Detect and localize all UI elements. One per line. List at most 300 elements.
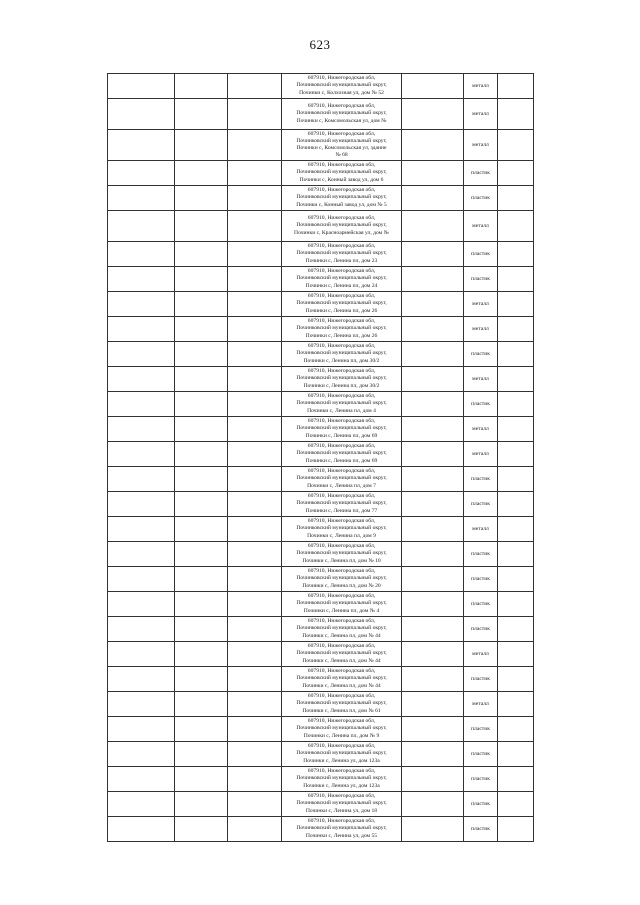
empty-cell	[175, 592, 228, 617]
table-row	[108, 442, 534, 467]
material-label: металл	[472, 526, 489, 532]
empty-cell	[108, 74, 175, 99]
empty-cell	[498, 717, 534, 742]
empty-cell	[108, 792, 175, 817]
empty-cell	[402, 367, 464, 392]
address-line: 607910, Нижегородская обл,	[307, 130, 376, 137]
address-cell	[282, 517, 402, 542]
address-line: Починки с, Ленина пл, дом 9	[307, 532, 376, 539]
empty-cell	[402, 567, 464, 592]
address-line: 607910, Нижегородская обл,	[307, 518, 376, 525]
material-label: пластик	[471, 776, 490, 782]
empty-cell	[228, 161, 282, 186]
empty-cell	[108, 417, 175, 442]
address-line: 607910, Нижегородская обл,	[307, 393, 376, 400]
address-cell	[282, 317, 402, 342]
empty-cell	[498, 161, 534, 186]
address-line: 607910, Нижегородская обл,	[307, 618, 376, 625]
empty-cell	[402, 99, 464, 130]
empty-cell	[498, 417, 534, 442]
address-cell	[282, 211, 402, 242]
address-line: Починки с, Красноармейская ул, дом №	[294, 229, 389, 236]
address-line: Починки с, Комсомольская ул, здание	[296, 145, 387, 151]
empty-cell	[402, 417, 464, 442]
address-line: Починки с, Ленина пл, дом № 61	[302, 707, 381, 714]
empty-cell	[498, 130, 534, 161]
table-row	[108, 817, 534, 842]
empty-cell	[175, 242, 228, 267]
material-label: пластик	[471, 726, 490, 732]
material-cell	[464, 242, 498, 267]
table-row	[108, 742, 534, 767]
table-row	[108, 642, 534, 667]
address-cell	[282, 567, 402, 592]
empty-cell	[498, 367, 534, 392]
empty-cell	[498, 267, 534, 292]
table-row	[108, 617, 534, 642]
address-line: Починки с, Ленина пл, дом № 9	[303, 732, 380, 739]
empty-cell	[228, 242, 282, 267]
empty-cell	[108, 492, 175, 517]
empty-cell	[228, 717, 282, 742]
address-line: Починковский муниципальный округ,	[296, 525, 387, 532]
address-line: 607910, Нижегородская обл,	[307, 343, 376, 350]
empty-cell	[228, 542, 282, 567]
empty-cell	[228, 467, 282, 492]
address-line: 607910, Нижегородская обл,	[307, 268, 376, 275]
table-row	[108, 211, 534, 242]
address-line: Починковский муниципальный округ,	[296, 137, 387, 144]
empty-cell	[175, 617, 228, 642]
empty-cell	[228, 442, 282, 467]
address-line: 607910, Нижегородская обл,	[307, 468, 376, 475]
address-line: 607910, Нижегородская обл,	[307, 368, 376, 375]
table-row	[108, 99, 534, 130]
empty-cell	[228, 492, 282, 517]
empty-cell	[402, 617, 464, 642]
empty-cell	[402, 267, 464, 292]
empty-cell	[498, 617, 534, 642]
address-cell	[282, 642, 402, 667]
empty-cell	[108, 642, 175, 667]
table-row	[108, 130, 534, 161]
empty-cell	[108, 342, 175, 367]
empty-cell	[175, 567, 228, 592]
empty-cell	[175, 130, 228, 161]
address-line: Починковский муниципальный округ,	[296, 600, 387, 607]
empty-cell	[228, 792, 282, 817]
material-cell	[464, 292, 498, 317]
material-label: пластик	[471, 401, 490, 407]
address-line: 607910, Нижегородская обл,	[307, 293, 376, 300]
address-line: Починки с, Ленина ул, дом 18	[305, 807, 378, 814]
material-cell	[464, 317, 498, 342]
address-line: Починковский муниципальный округ,	[296, 825, 387, 832]
empty-cell	[175, 542, 228, 567]
table-row	[108, 517, 534, 542]
empty-cell	[498, 242, 534, 267]
material-cell	[464, 161, 498, 186]
empty-cell	[108, 767, 175, 792]
address-line: Починковский муниципальный округ,	[296, 475, 387, 482]
registry-table	[107, 73, 534, 842]
empty-cell	[402, 767, 464, 792]
address-line: 607910, Нижегородская обл,	[307, 187, 376, 194]
material-label: металл	[472, 701, 489, 707]
empty-cell	[498, 567, 534, 592]
material-label: пластик	[471, 801, 490, 807]
empty-cell	[402, 642, 464, 667]
address-line: Починковский муниципальный округ,	[296, 375, 387, 382]
empty-cell	[498, 342, 534, 367]
empty-cell	[108, 211, 175, 242]
address-cell	[282, 817, 402, 842]
table-row	[108, 792, 534, 817]
empty-cell	[498, 642, 534, 667]
address-line: Починки с, Ленина пл, дом 69	[305, 432, 378, 439]
empty-cell	[175, 442, 228, 467]
empty-cell	[108, 592, 175, 617]
address-cell	[282, 492, 402, 517]
table-row	[108, 161, 534, 186]
material-cell	[464, 717, 498, 742]
material-label: металл	[472, 451, 489, 457]
empty-cell	[228, 517, 282, 542]
empty-cell	[498, 186, 534, 211]
material-label: металл	[472, 426, 489, 432]
empty-cell	[175, 367, 228, 392]
address-line: Починки с, Ленина пл, дом 69	[305, 457, 378, 464]
address-cell	[282, 717, 402, 742]
material-label: пластик	[471, 751, 490, 757]
empty-cell	[228, 642, 282, 667]
material-cell	[464, 792, 498, 817]
address-cell	[282, 267, 402, 292]
empty-cell	[228, 367, 282, 392]
material-label: пластик	[471, 601, 490, 607]
address-cell	[282, 592, 402, 617]
empty-cell	[402, 186, 464, 211]
address-line: Починковский муниципальный округ,	[296, 194, 387, 201]
material-cell	[464, 467, 498, 492]
empty-cell	[228, 99, 282, 130]
material-label: пластик	[471, 576, 490, 582]
material-cell	[464, 186, 498, 211]
material-label: металл	[472, 376, 489, 382]
empty-cell	[228, 767, 282, 792]
empty-cell	[402, 392, 464, 417]
address-line: Починки с, Ленина пл, дом 26	[305, 332, 378, 339]
address-line: Починковский муниципальный округ,	[296, 450, 387, 457]
material-cell	[464, 492, 498, 517]
empty-cell	[175, 267, 228, 292]
material-cell	[464, 130, 498, 161]
empty-cell	[228, 592, 282, 617]
material-cell	[464, 517, 498, 542]
empty-cell	[402, 467, 464, 492]
empty-cell	[175, 211, 228, 242]
empty-cell	[228, 742, 282, 767]
empty-cell	[498, 292, 534, 317]
empty-cell	[402, 161, 464, 186]
address-line: Починковский муниципальный округ,	[296, 300, 387, 307]
empty-cell	[108, 442, 175, 467]
address-line: Починковский муниципальный округ,	[296, 82, 387, 89]
address-cell	[282, 742, 402, 767]
address-line: Починковский муниципальный округ,	[296, 222, 387, 229]
table-row	[108, 692, 534, 717]
material-cell	[464, 442, 498, 467]
empty-cell	[228, 617, 282, 642]
empty-cell	[498, 792, 534, 817]
address-line: 607910, Нижегородская обл,	[307, 668, 376, 675]
empty-cell	[498, 692, 534, 717]
empty-cell	[402, 667, 464, 692]
address-line: Починковский муниципальный округ,	[296, 169, 387, 176]
empty-cell	[498, 742, 534, 767]
address-cell	[282, 367, 402, 392]
empty-cell	[498, 467, 534, 492]
address-line: Починки с, Ленина пл, дом 24	[305, 282, 378, 289]
empty-cell	[402, 211, 464, 242]
page-number: 623	[309, 37, 331, 52]
material-label: пластик	[471, 170, 490, 176]
empty-cell	[228, 692, 282, 717]
table-row	[108, 342, 534, 367]
empty-cell	[108, 392, 175, 417]
empty-cell	[402, 692, 464, 717]
address-line: Починки с, Ленина пл, дом № 4	[303, 607, 380, 614]
empty-cell	[175, 792, 228, 817]
address-line: Починковский муниципальный округ,	[296, 750, 387, 757]
empty-cell	[498, 767, 534, 792]
material-label: пластик	[471, 676, 490, 682]
address-line: 607910, Нижегородская обл,	[307, 793, 376, 800]
empty-cell	[175, 742, 228, 767]
empty-cell	[175, 342, 228, 367]
address-cell	[282, 186, 402, 211]
address-line: Починковский муниципальный округ,	[296, 400, 387, 407]
address-line: 607910, Нижегородская обл,	[307, 215, 376, 222]
address-line: 607910, Нижегородская обл,	[307, 318, 376, 325]
empty-cell	[108, 817, 175, 842]
empty-cell	[175, 517, 228, 542]
empty-cell	[402, 742, 464, 767]
table-row	[108, 592, 534, 617]
empty-cell	[175, 767, 228, 792]
address-cell	[282, 392, 402, 417]
address-cell	[282, 292, 402, 317]
address-line: Починки с, Ленина ул, дом 55	[305, 832, 378, 839]
empty-cell	[108, 161, 175, 186]
empty-cell	[175, 99, 228, 130]
empty-cell	[175, 667, 228, 692]
address-line: Починки с, Ленина пл, дом № 10	[302, 557, 381, 564]
address-cell	[282, 692, 402, 717]
empty-cell	[402, 492, 464, 517]
empty-cell	[228, 267, 282, 292]
material-label: металл	[472, 142, 489, 148]
address-cell	[282, 542, 402, 567]
empty-cell	[228, 130, 282, 161]
address-cell	[282, 130, 402, 161]
address-line: 607910, Нижегородская обл,	[307, 568, 376, 575]
empty-cell	[402, 292, 464, 317]
material-label: пластик	[471, 195, 490, 201]
empty-cell	[175, 292, 228, 317]
material-cell	[464, 817, 498, 842]
address-line: Починковский муниципальный округ,	[296, 275, 387, 282]
material-cell	[464, 742, 498, 767]
material-cell	[464, 74, 498, 99]
empty-cell	[108, 717, 175, 742]
empty-cell	[228, 567, 282, 592]
empty-cell	[108, 99, 175, 130]
empty-cell	[175, 467, 228, 492]
table-row	[108, 667, 534, 692]
empty-cell	[228, 211, 282, 242]
address-line: Починки с, Колхозная ул, дом № 52	[299, 89, 384, 96]
address-line: Починки с, Ленина пл, дом № 44	[302, 657, 381, 664]
empty-cell	[498, 99, 534, 130]
material-label: пластик	[471, 626, 490, 632]
address-line: Починки с, Ленина пл, дом № 44	[302, 632, 381, 639]
address-cell	[282, 74, 402, 99]
address-line: 607910, Нижегородская обл,	[307, 103, 376, 110]
address-line: Починковский муниципальный округ,	[296, 625, 387, 632]
address-line: 607910, Нижегородская обл,	[307, 418, 376, 425]
empty-cell	[108, 692, 175, 717]
address-cell	[282, 417, 402, 442]
empty-cell	[108, 667, 175, 692]
material-label: металл	[472, 223, 489, 229]
table-row	[108, 267, 534, 292]
address-line: 607910, Нижегородская обл,	[307, 443, 376, 450]
empty-cell	[108, 542, 175, 567]
material-label: пластик	[471, 351, 490, 357]
table-row	[108, 492, 534, 517]
material-label: пластик	[471, 551, 490, 557]
empty-cell	[228, 817, 282, 842]
empty-cell	[228, 74, 282, 99]
empty-cell	[228, 342, 282, 367]
empty-cell	[498, 392, 534, 417]
material-label: металл	[472, 651, 489, 657]
address-line: 607910, Нижегородская обл,	[307, 768, 376, 775]
address-line: Починки с, Ленина ул, дом 123а	[303, 782, 380, 789]
address-line: Починковский муниципальный округ,	[296, 110, 387, 117]
address-line: Починковский муниципальный округ,	[296, 650, 387, 657]
address-line: 607910, Нижегородская обл,	[307, 718, 376, 725]
empty-cell	[228, 317, 282, 342]
empty-cell	[175, 717, 228, 742]
empty-cell	[228, 667, 282, 692]
address-line: Починковский муниципальный округ,	[296, 800, 387, 807]
table-row	[108, 292, 534, 317]
empty-cell	[402, 817, 464, 842]
material-cell	[464, 211, 498, 242]
address-line: Починки с, Ленина пл, дом 30/2	[303, 382, 380, 389]
empty-cell	[498, 542, 534, 567]
address-line: Починки с, Ленина пл, дом № 20	[302, 582, 381, 589]
empty-cell	[175, 74, 228, 99]
registry-body	[108, 74, 534, 842]
empty-cell	[108, 617, 175, 642]
address-cell	[282, 792, 402, 817]
material-label: металл	[472, 83, 489, 89]
empty-cell	[228, 186, 282, 211]
material-cell	[464, 267, 498, 292]
address-line: Починковский муниципальный округ,	[296, 700, 387, 707]
empty-cell	[402, 792, 464, 817]
address-line: 607910, Нижегородская обл,	[307, 818, 376, 825]
material-cell	[464, 767, 498, 792]
address-line: 607910, Нижегородская обл,	[307, 493, 376, 500]
material-cell	[464, 392, 498, 417]
address-line: 607910, Нижегородская обл,	[307, 243, 376, 250]
material-label: пластик	[471, 251, 490, 257]
empty-cell	[402, 74, 464, 99]
empty-cell	[108, 742, 175, 767]
address-cell	[282, 467, 402, 492]
empty-cell	[402, 442, 464, 467]
table-row	[108, 567, 534, 592]
empty-cell	[402, 517, 464, 542]
material-cell	[464, 692, 498, 717]
address-cell	[282, 161, 402, 186]
empty-cell	[175, 492, 228, 517]
address-line: 607910, Нижегородская обл,	[307, 162, 376, 169]
empty-cell	[175, 392, 228, 417]
table-row	[108, 74, 534, 99]
empty-cell	[498, 592, 534, 617]
empty-cell	[498, 517, 534, 542]
material-label: пластик	[471, 501, 490, 507]
empty-cell	[228, 292, 282, 317]
empty-cell	[108, 242, 175, 267]
empty-cell	[108, 130, 175, 161]
material-label: металл	[472, 301, 489, 307]
material-cell	[464, 667, 498, 692]
empty-cell	[175, 161, 228, 186]
address-line: 607910, Нижегородская обл,	[307, 693, 376, 700]
empty-cell	[402, 717, 464, 742]
material-label: металл	[472, 111, 489, 117]
table-row	[108, 317, 534, 342]
empty-cell	[402, 317, 464, 342]
address-line: Починковский муниципальный округ,	[296, 250, 387, 257]
empty-cell	[228, 417, 282, 442]
empty-cell	[175, 317, 228, 342]
address-line: № 68	[335, 152, 348, 159]
material-label: пластик	[471, 276, 490, 282]
address-line: Починки с, Ленина пл, дом 7	[307, 482, 376, 489]
empty-cell	[108, 292, 175, 317]
address-line: Починки с, Ленина пл, дом № 44	[302, 682, 381, 689]
material-label: пластик	[471, 826, 490, 832]
address-line: Починковский муниципальный округ,	[296, 575, 387, 582]
empty-cell	[108, 517, 175, 542]
material-cell	[464, 99, 498, 130]
empty-cell	[402, 542, 464, 567]
address-line: Починки с, Ленина пл, дом 4	[307, 407, 376, 414]
address-cell	[282, 617, 402, 642]
address-line: Починковский муниципальный округ,	[296, 500, 387, 507]
address-line: Починки с, Конный завод ул, дом № 5	[296, 201, 387, 208]
empty-cell	[402, 592, 464, 617]
empty-cell	[108, 267, 175, 292]
material-cell	[464, 592, 498, 617]
